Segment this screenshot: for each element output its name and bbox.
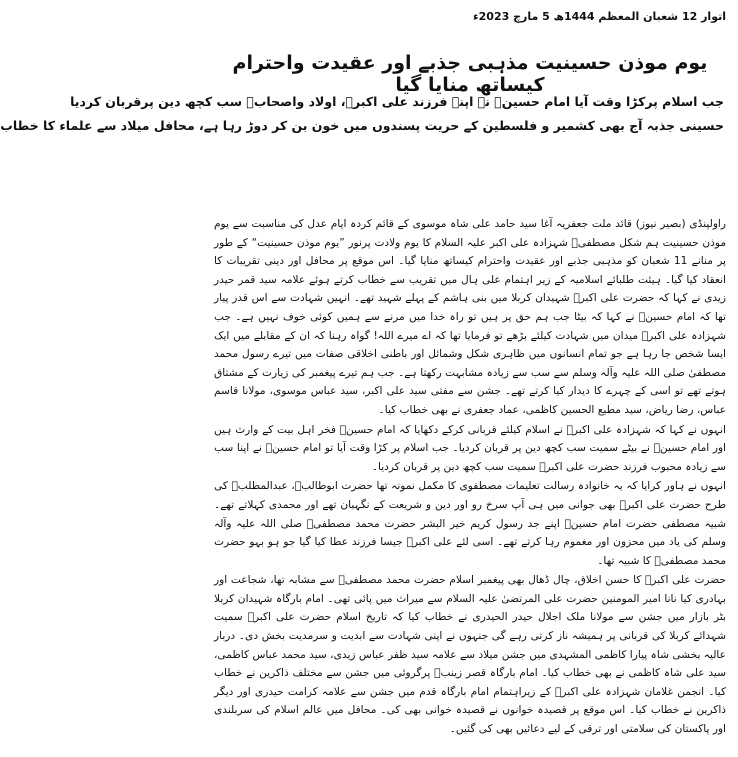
- article-body: [214, 215, 726, 750]
- body-paragraph: راولپنڈی (بصیر نیوز) قائد ملت جعفریہ آغا سید حامد علی شاہ موسوی کے قائم کردہ ایام عدل کی مناسبت سے یوم موذن حسینیت ہم شکل مصطفیؐ شہزادہ علی اکبر علیہ السلام کا یوم ولادت پرنور ”یوم موذن حسینیت“ کے طور پر منانے 11 شعبان کو مذہبی جذبے اور عقیدت واحترام کیساتھ منایا گیا۔ اس موقع پر محافل اور دینی تقریبات کا انعقاد کیا گیا۔ ہیئت طلبائے اسلامیہ کے زیر اہتمام علی ہال میں تقریب سے خطاب کرتے ہوئے علامہ سید قمر حیدر زیدی نے کہا کہ حضرت علی اکبرؑ شہیدان کربلا میں بنی ہاشم کے پہلے شہید تھے۔ انہیں شہادت سے اس قدر پیار تھا کہ امام حسینؑ نے کہا کہ بیٹا جب ہم حق پر ہیں تو راہ خدا میں مرنے سے ہمیں کوئی خوف نہیں ہے۔ جب شہزادہ علی اکبرؑ میدان میں شہادت کیلئے بڑھے تو فرمایا تھا کہ اے میرے اللہ! گواہ رہنا کہ ان کے مقابلے میں ایک ایسا شخص جا رہا ہے جو تمام انسانوں میں ظاہری شکل وشمائل اور باطنی اخلاقی صفات میں تیرے رسول محمد مصطفیٰ صلی اللہ علیہ وآلہ وسلم سے سب سے زیادہ مشابہت رکھتا ہے۔ جب ہم تیرے پیغمبر کی زیارت کے مشتاق ہوتے تھے تو اسی کے چہرے کا دیدار کیا کرتے تھے۔ جشن سے مفتی سید علی اکبر، سید عباس موسوی، مولانا قاسم عباس، رضا ریاض، سید مطیع الحسین کاظمی، عماد جعفری نے بھی خطاب کیا۔: [214, 218, 726, 416]
- subheading-1: جب اسلام پرکڑا وقت آیا امام حسینؑ نے اپنے فرزند علی اکبرؓ، اولاد واصحابؓ سب کچھ دین پرقربان کردیا: [70, 94, 724, 109]
- body-paragraph: انہوں نے ہاور کرایا کہ یہ خانوادہ رسالت تعلیمات مصطفوی کا مکمل نمونہ تھا حضرت ابوطالبؑ، عبدالمطلبؑ کی طرح حضرت علی اکبرؑ بھی جوانی میں ہی آپ سرخ رو اور دین و شریعت کے نگہبان تھے اور محمدی کہلاتے تھے۔ شبیہ مصطفی حضرت امام حسینؑ اپنے جد رسول کریم خیر البشر حضرت محمد مصطفیؐ صلی اللہ علیہ وآلہ وسلم کی یاد میں محزون اور مغموم رہا کرتے تھے۔ اسی لئے علی اکبرؑ جیسا فرزند عطا کیا گیا جو ہو بہو حضرت محمد مصطفیؐ کا شبیہ تھا۔: [214, 480, 726, 567]
- body-paragraph: حضرت علی اکبرؑ کا حسن اخلاق، چال ڈھال بھی پیغمبر اسلام حضرت محمد مصطفیؐ سے مشابہ تھا، شجاعت اور بہادری کیا نانا امیر المومنین حضرت علی المرتضیٰ علیہ السلام سے میراث میں پائی تھی۔ امام بارگاہ شہیدان کربلا بٹر بازار میں جشن سے مولانا ملک اجلال حیدر الحیدری نے خطاب کیا کہ تاریخ اسلام حضرت علی اکبرؑ سمیت شہدائے کربلا کی قربانی پر ہمیشہ ناز کرتی رہے گی جنہوں نے اپنی شہادت سے ابدیت و سرمدیت بخش دی۔ دربار عالیہ بخشی شاہ پیارا کاظمی المشہدی میں جشن میلاد سے علامہ سید ظفر عباس زیدی، سید محمد عباس کاظمی، سید علی شاہ کاظمی نے بھی خطاب کیا۔ امام بارگاہ قصر زینبؑ پرگروئی میں جشن سے مختلف ذاکرین نے خطاب کیا۔ انجمن غلامان شہزادہ علی اکبرؑ کے زیراہتمام امام بارگاہ قدم میں جشن سے علامہ کرامت حیدری اور دیگر ذاکرین نے خطاب کیا۔ اس موقع پر قصیدہ خوانوں نے قصیدہ خوانی بھی کی۔ محافل میں عالم اسلام کی سربلندی اور پاکستان کی سلامتی اور ترقی کے لیے دعائیں بھی کی گئیں۔: [214, 574, 726, 736]
- body-paragraph: انہوں نے کہا کہ شہزادہ علی اکبرؑ نے اسلام کیلئے قربانی کرکے دکھایا کہ امام حسینؑ فخر اہل بیت کے وارث ہیں اور امام حسینؑ نے بیٹے سمیت سب کچھ دین پر قربان کردیا۔ جب اسلام پر کڑا وقت آیا تو امام حسینؑ نے اپنا سب سے زیادہ محبوب فرزند حضرت علی اکبرؑ سمیت سب کچھ دین پر قربان کردیا۔: [214, 423, 726, 473]
- article-headline: یوم موذن حسینیت مذہبی جذبے اور عقیدت واحترام کیساتھ منایا گیا: [232, 52, 708, 96]
- subheading-2: حسینی جذبہ آج بھی کشمیر و فلسطین کے حریت پسندوں میں خون بن کر دوڑ رہا ہے، محافل میلاد سے علماء کا خطاب: [0, 118, 724, 133]
- date-line: اتوار 12 شعبان المعظم 1444ھ 5 مارچ 2023ء: [473, 10, 726, 23]
